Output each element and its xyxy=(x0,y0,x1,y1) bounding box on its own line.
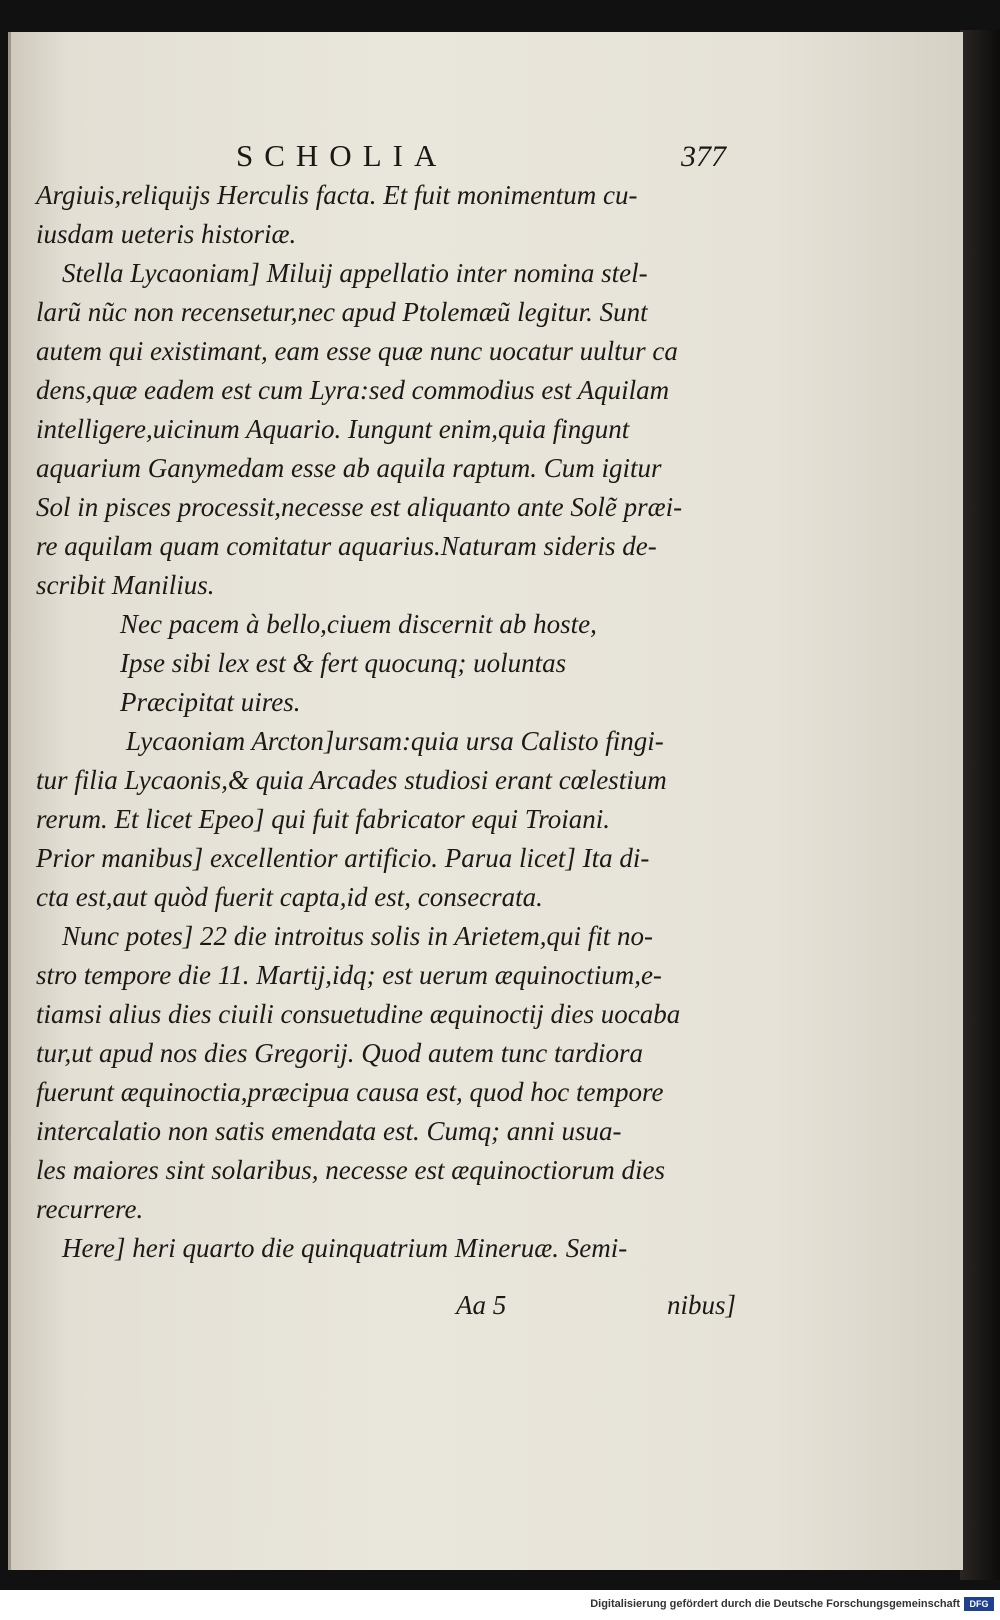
text-line: Nunc potes] 22 die introitus solis in Arietem,qui fit no- xyxy=(62,921,653,951)
verse-line: Nec pacem à bello,ciuem discernit ab hoste, xyxy=(120,609,597,639)
text-line: scribit Manilius. xyxy=(36,570,215,600)
text-line: re aquilam quam comitatur aquarius.Naturam sideris de- xyxy=(36,531,657,561)
text-line: les maiores sint solaribus, necesse est æquinoctiorum dies xyxy=(36,1155,665,1185)
text-line: recurrere. xyxy=(36,1194,144,1224)
verse-line: Præcipitat uires. xyxy=(120,687,301,717)
verse-line: Ipse sibi lex est & fert quocunq; uoluntas xyxy=(120,648,567,678)
text-line: tur,ut apud nos dies Gregorij. Quod autem tunc tardiora xyxy=(36,1038,643,1068)
text-line: aquarium Ganymedam esse ab aquila raptum. Cum igitur xyxy=(36,453,662,483)
text-line: Lycaoniam Arcton]ursam:quia ursa Calisto fingi- xyxy=(126,726,664,756)
body-text xyxy=(36,176,736,1268)
dfg-logo: DFG xyxy=(964,1597,994,1611)
catchword: nibus] xyxy=(666,1290,736,1320)
book-edge xyxy=(960,30,1000,1580)
page-header xyxy=(36,138,726,178)
text-line: fuerunt æquinoctia,præcipua causa est, quod hoc tempore xyxy=(36,1077,664,1107)
text-line: autem qui existimant, eam esse quæ nunc uocatur uultur ca xyxy=(36,336,678,366)
text-line: cta est,aut quòd fuerit capta,id est, consecrata. xyxy=(36,882,543,912)
text-line: larũ nũc non recensetur,nec apud Ptolemæũ legitur. Sunt xyxy=(36,297,648,327)
digitization-footer xyxy=(0,1590,1000,1620)
text-line: intercalatio non satis emendata est. Cumq; anni usua- xyxy=(36,1116,622,1146)
text-line: Sol in pisces processit,necesse est aliquanto ante Solẽ præi- xyxy=(36,492,683,522)
running-title: SCHOLIA xyxy=(236,138,448,173)
text-line: intelligere,uicinum Aquario. Iungunt enim,quia fingunt xyxy=(36,414,630,444)
text-line: iusdam ueteris historiæ. xyxy=(36,219,297,249)
text-line: Here] heri quarto die quinquatrium Mineruæ. Semi- xyxy=(62,1233,628,1263)
text-line: tiamsi alius dies ciuili consuetudine æquinoctij dies uocaba xyxy=(36,999,681,1029)
text-line: dens,quæ eadem est cum Lyra:sed commodius est Aquilam xyxy=(36,375,670,405)
page-number: 377 xyxy=(681,140,726,173)
text-line: stro tempore die 11. Martij,idq; est uerum æquinoctium,e- xyxy=(36,960,662,990)
text-line: Prior manibus] excellentior artificio. Parua licet] Ita di- xyxy=(36,843,650,873)
funding-credit: Digitalisierung gefördert durch die Deutsche Forschungsgemeinschaft xyxy=(590,1598,960,1610)
text-line: Stella Lycaoniam] Miluij appellatio inter nomina stel- xyxy=(62,258,648,288)
text-line: rerum. Et licet Epeo] qui fuit fabricator equi Troiani. xyxy=(36,804,610,834)
text-line: tur filia Lycaonis,& quia Arcades studiosi erant cœlestium xyxy=(36,765,667,795)
signature-mark: Aa 5 xyxy=(456,1290,507,1320)
catchword-line xyxy=(36,1290,736,1330)
text-line: Argiuis,reliquijs Herculis facta. Et fuit monimentum cu- xyxy=(36,180,638,210)
